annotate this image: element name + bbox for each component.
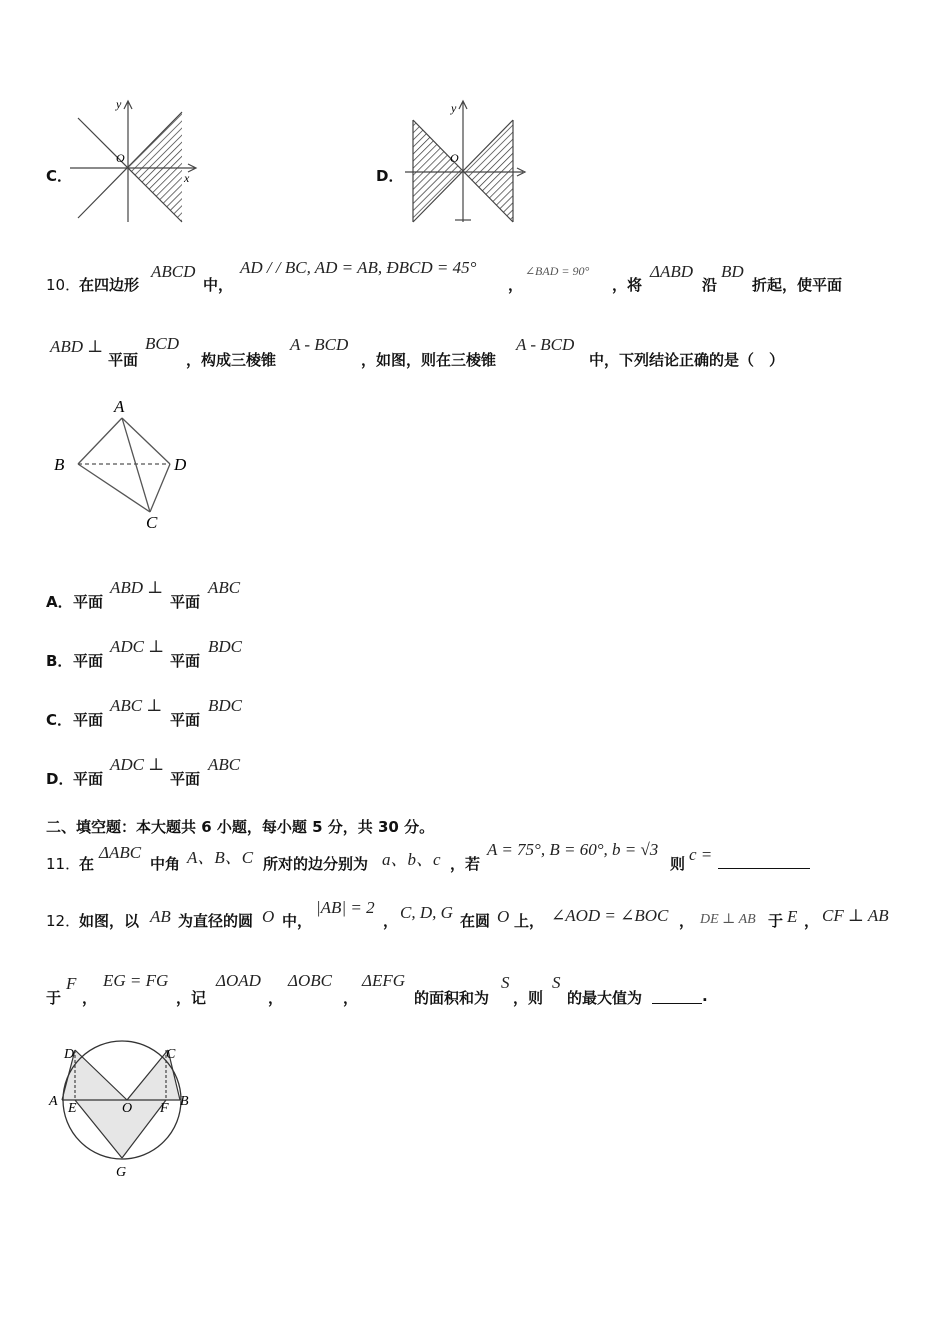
shaded-region — [128, 112, 182, 222]
q11-text-4: ，若 — [450, 855, 481, 873]
q12-text-3: 中， — [282, 912, 313, 930]
option-text: 平面 — [73, 652, 104, 670]
q11-math-angles: A、B、C — [187, 848, 254, 867]
point-d: D — [64, 1047, 75, 1062]
origin-label: O — [116, 151, 125, 165]
q12-text-9: ， — [804, 912, 820, 930]
vertex-d: D — [174, 455, 187, 474]
q11-math-c: c = — [689, 845, 713, 864]
q10-math-pyramid-1: A - BCD — [290, 335, 349, 354]
q12-math-oad: ΔOAD — [216, 971, 261, 990]
y-label: y — [451, 101, 457, 115]
edge-bc — [78, 464, 150, 512]
q12-text-8: 于 — [768, 912, 784, 930]
q12-text-18: . — [702, 987, 708, 1005]
q12-math-s2: S — [552, 973, 561, 992]
q12-text-12: ，记 — [176, 989, 207, 1007]
vertex-c: C — [146, 513, 158, 532]
q12-math-efg: ΔEFG — [362, 971, 406, 990]
q9-option-d-label[interactable]: D． — [376, 167, 404, 185]
q12-answer-blank[interactable] — [652, 986, 702, 1004]
q10-math-bd: BD — [721, 262, 744, 281]
q12-math-de: DE ⊥ AB — [700, 912, 756, 927]
option-math: ABC ⊥ — [110, 696, 163, 715]
option-math: ABC — [208, 755, 241, 774]
option-math: ABC — [208, 578, 241, 597]
q12-text-14: ， — [343, 989, 359, 1007]
option-text: 平面 — [170, 652, 201, 670]
q10-text-3: ， — [508, 276, 524, 294]
q12-text-15: 的面积和为 — [414, 989, 490, 1007]
q12-math-eg: EG = FG — [103, 971, 169, 990]
q12-math-points: C, D, G — [400, 903, 453, 922]
option-text: 平面 — [170, 593, 201, 611]
vertex-b: B — [54, 455, 65, 474]
q10-text-7: 平面 — [108, 351, 139, 369]
option-text: 平面 — [170, 770, 201, 788]
y-label: y — [116, 97, 122, 111]
q11-number: 11． — [46, 855, 81, 873]
q12-math-obc: ΔOBC — [288, 971, 332, 990]
vertex-a: A — [114, 397, 125, 416]
origin-label: O — [450, 151, 459, 165]
q11-answer-blank[interactable] — [718, 850, 810, 869]
option-math: BDC — [208, 696, 242, 715]
option-math: BDC — [208, 637, 242, 656]
q11-math-triangle: ΔABC — [99, 843, 142, 862]
option-math: ABD ⊥ — [110, 578, 164, 597]
q11-text-2: 中角 — [150, 855, 181, 873]
q11-text-5: 则 — [670, 855, 686, 873]
q9-option-d-graph — [405, 98, 535, 224]
q12-math-f: F — [66, 974, 77, 993]
q11-text-1: 在 — [79, 855, 95, 873]
q12-text-13: ， — [268, 989, 284, 1007]
q12-math-o: O — [262, 907, 275, 926]
q12-math-length: |AB| = 2 — [316, 898, 375, 917]
q10-text-9: ，如图，则在三棱锥 — [361, 351, 497, 369]
q10-text-10: 中，下列结论正确的是（ ） — [589, 351, 785, 369]
point-b: B — [180, 1094, 189, 1109]
option-math: ADC ⊥ — [110, 637, 165, 656]
q10-math-pyramid-2: A - BCD — [516, 335, 575, 354]
q12-math-ab: AB — [150, 907, 171, 926]
q11-math-sides: a、b、c — [382, 850, 441, 869]
q9-option-c-label[interactable]: C． — [46, 167, 73, 185]
option-key: D． — [46, 770, 74, 788]
q12-text-10: 于 — [46, 989, 62, 1007]
q10-math-abcd: ABCD — [151, 262, 196, 281]
q10-text-4: ，将 — [612, 276, 643, 294]
q11-math-condition: A = 75°, B = 60°, b = √3 — [487, 840, 659, 859]
q12-text-11: ， — [82, 989, 98, 1007]
q12-text-4: ， — [383, 912, 399, 930]
q12-text-17: 的最大值为 — [567, 989, 643, 1007]
q12-circle-figure — [44, 1034, 214, 1184]
q12-math-angle: ∠AOD = ∠BOC — [551, 906, 669, 925]
section-2-title: 二、填空题：本大题共 6 小题，每小题 5 分，共 30 分。 — [46, 818, 435, 836]
edge-dc — [150, 464, 170, 512]
q12-text-5: 在圆 — [460, 912, 491, 930]
q12-math-o2: O — [497, 907, 510, 926]
q12-text-2: 为直径的圆 — [178, 912, 254, 930]
q12-text-7: ， — [679, 912, 695, 930]
q9-option-c-graph — [70, 98, 210, 224]
q12-math-e: E — [787, 907, 798, 926]
option-text: 平面 — [73, 593, 104, 611]
q10-math-bcd: BCD — [145, 334, 179, 353]
q10-math-bad: ∠BAD = 90° — [525, 264, 590, 278]
point-c: C — [166, 1047, 176, 1062]
point-a: A — [49, 1094, 58, 1109]
x-label: x — [184, 171, 190, 185]
q10-math-abd: ABD ⊥ — [50, 337, 104, 356]
point-e: E — [68, 1101, 77, 1116]
option-key: A． — [46, 593, 73, 611]
q10-text-8: ，构成三棱锥 — [186, 351, 277, 369]
point-o: O — [122, 1101, 133, 1116]
edge-ab — [78, 418, 122, 464]
shaded-region-left — [413, 120, 463, 222]
q10-text-2: 中， — [203, 276, 234, 294]
option-text: 平面 — [73, 770, 104, 788]
option-text: 平面 — [73, 711, 104, 729]
q10-text-6: 折起，使平面 — [752, 276, 843, 294]
q10-math-condition: AD / / BC, AD = AB, ÐBCD = 45° — [240, 258, 477, 277]
q12-text-1: 如图，以 — [79, 912, 140, 930]
q12-text-6: 上， — [514, 912, 545, 930]
q10-number: 10． — [46, 276, 81, 294]
q12-text-16: ，则 — [513, 989, 544, 1007]
point-f: F — [160, 1101, 169, 1116]
option-key: C． — [46, 711, 73, 729]
q10-text-1: 在四边形 — [79, 276, 140, 294]
option-math: ADC ⊥ — [110, 755, 165, 774]
q11-text-3: 所对的边分别为 — [263, 855, 369, 873]
q12-number: 12． — [46, 912, 81, 930]
q10-math-triangle: ΔABD — [650, 262, 694, 281]
point-g: G — [116, 1165, 127, 1180]
q10-text-5: 沿 — [702, 276, 718, 294]
q12-math-s: S — [501, 973, 510, 992]
option-text: 平面 — [170, 711, 201, 729]
q10-pyramid-figure — [48, 396, 198, 532]
shaded-region-right — [463, 120, 513, 222]
option-key: B． — [46, 652, 73, 670]
q12-math-cf: CF ⊥ AB — [822, 906, 889, 925]
